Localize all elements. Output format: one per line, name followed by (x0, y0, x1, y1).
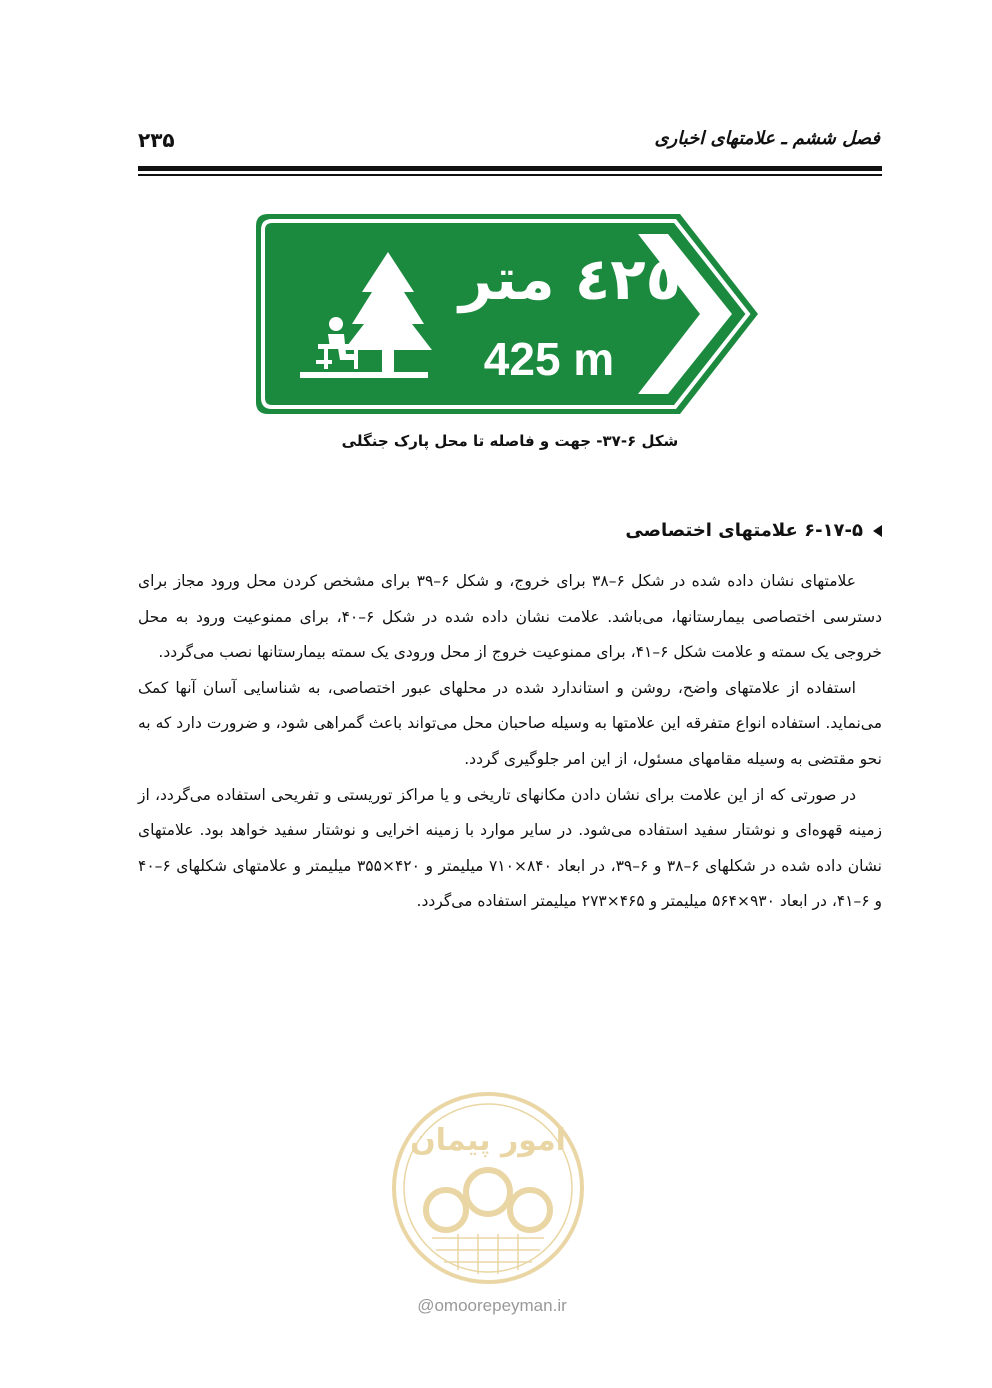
header-rule-thin (138, 174, 882, 176)
body-text (138, 564, 882, 920)
page-number: ۲۳۵ (138, 128, 175, 152)
paragraph: در صورتی که از این علامت برای نشان دادن مکانهای تاریخی و یا مراکز توریستی و تفریحی استفاده می‌گردد، از زمینه قهوه‌ای و نوشتار سفید استفاده می‌شود. در سایر موارد با زمینه اخرایی و نوشتار سفید خواهد بود. علامتهای نشان داده شده در شکلهای ۶–۳۸ و ۶–۳۹، در ابعاد ۸۴۰×۷۱۰ میلیمتر و ۴۲۰×۳۵۵ میلیمتر و علامتهای شکلهای ۶–۴۰ و ۶–۴۱، در ابعاد ۹۳۰×۵۶۴ میلیمتر و ۴۶۵×۲۷۳ میلیمتر استفاده می‌گردد. (138, 785, 882, 911)
watermark-url: @omoorepeyman.ir (417, 1296, 567, 1315)
watermark-logo-text: امور پیمان (410, 1123, 566, 1158)
section-heading-text: ۶-۱۷-۵ علامتهای اختصاصی (625, 520, 863, 541)
paragraph: علامتهای نشان داده شده در شکل ۶–۳۸ برای خروج، و شکل ۶–۳۹ برای مشخص کردن محل ورود مجاز برای دسترسی اختصاصی بیمارستانها، می‌باشد. علامت نشان داده شده در شکل ۶–۴۰، برای ممنوعیت ورود به محل خروجی یک سمته و علامت شکل ۶–۴۱، برای ممنوعیت خروج از محل ورودی یک سمته بیمارستانها نصب می‌گردد. (138, 572, 882, 662)
figure-caption: شکل ۶-۳۷- جهت و فاصله تا محل پارک جنگلی (341, 432, 679, 450)
watermark-seal-icon (388, 1088, 588, 1288)
sign-distance-fa: ٤٢٥ متر (458, 245, 682, 313)
ground-line (300, 372, 428, 378)
paragraph: استفاده از علامتهای واضح، روشن و استاندارد شده در محلهای عبور اختصاصی، به شناسایی آسان آنها کمک می‌نماید. استفاده انواع متفرقه این علامتها به وسیله صاحبان محل می‌تواند باعث گمراهی شود، و ضرورت دارد که به نحو مقتضی به وسیله مقامهای مسئول، از این امر جلوگیری گردد. (138, 678, 882, 768)
chapter-title: فصل ششم ـ علامتهای اخباری (654, 128, 880, 149)
section-heading (625, 520, 882, 541)
sign-graphic (254, 212, 760, 416)
park-direction-sign (254, 212, 760, 416)
bullet-triangle-icon (873, 525, 882, 537)
header-rule-thick (138, 166, 882, 171)
sign-distance-en: 425 m (483, 333, 615, 385)
watermark-logo (388, 1088, 588, 1288)
